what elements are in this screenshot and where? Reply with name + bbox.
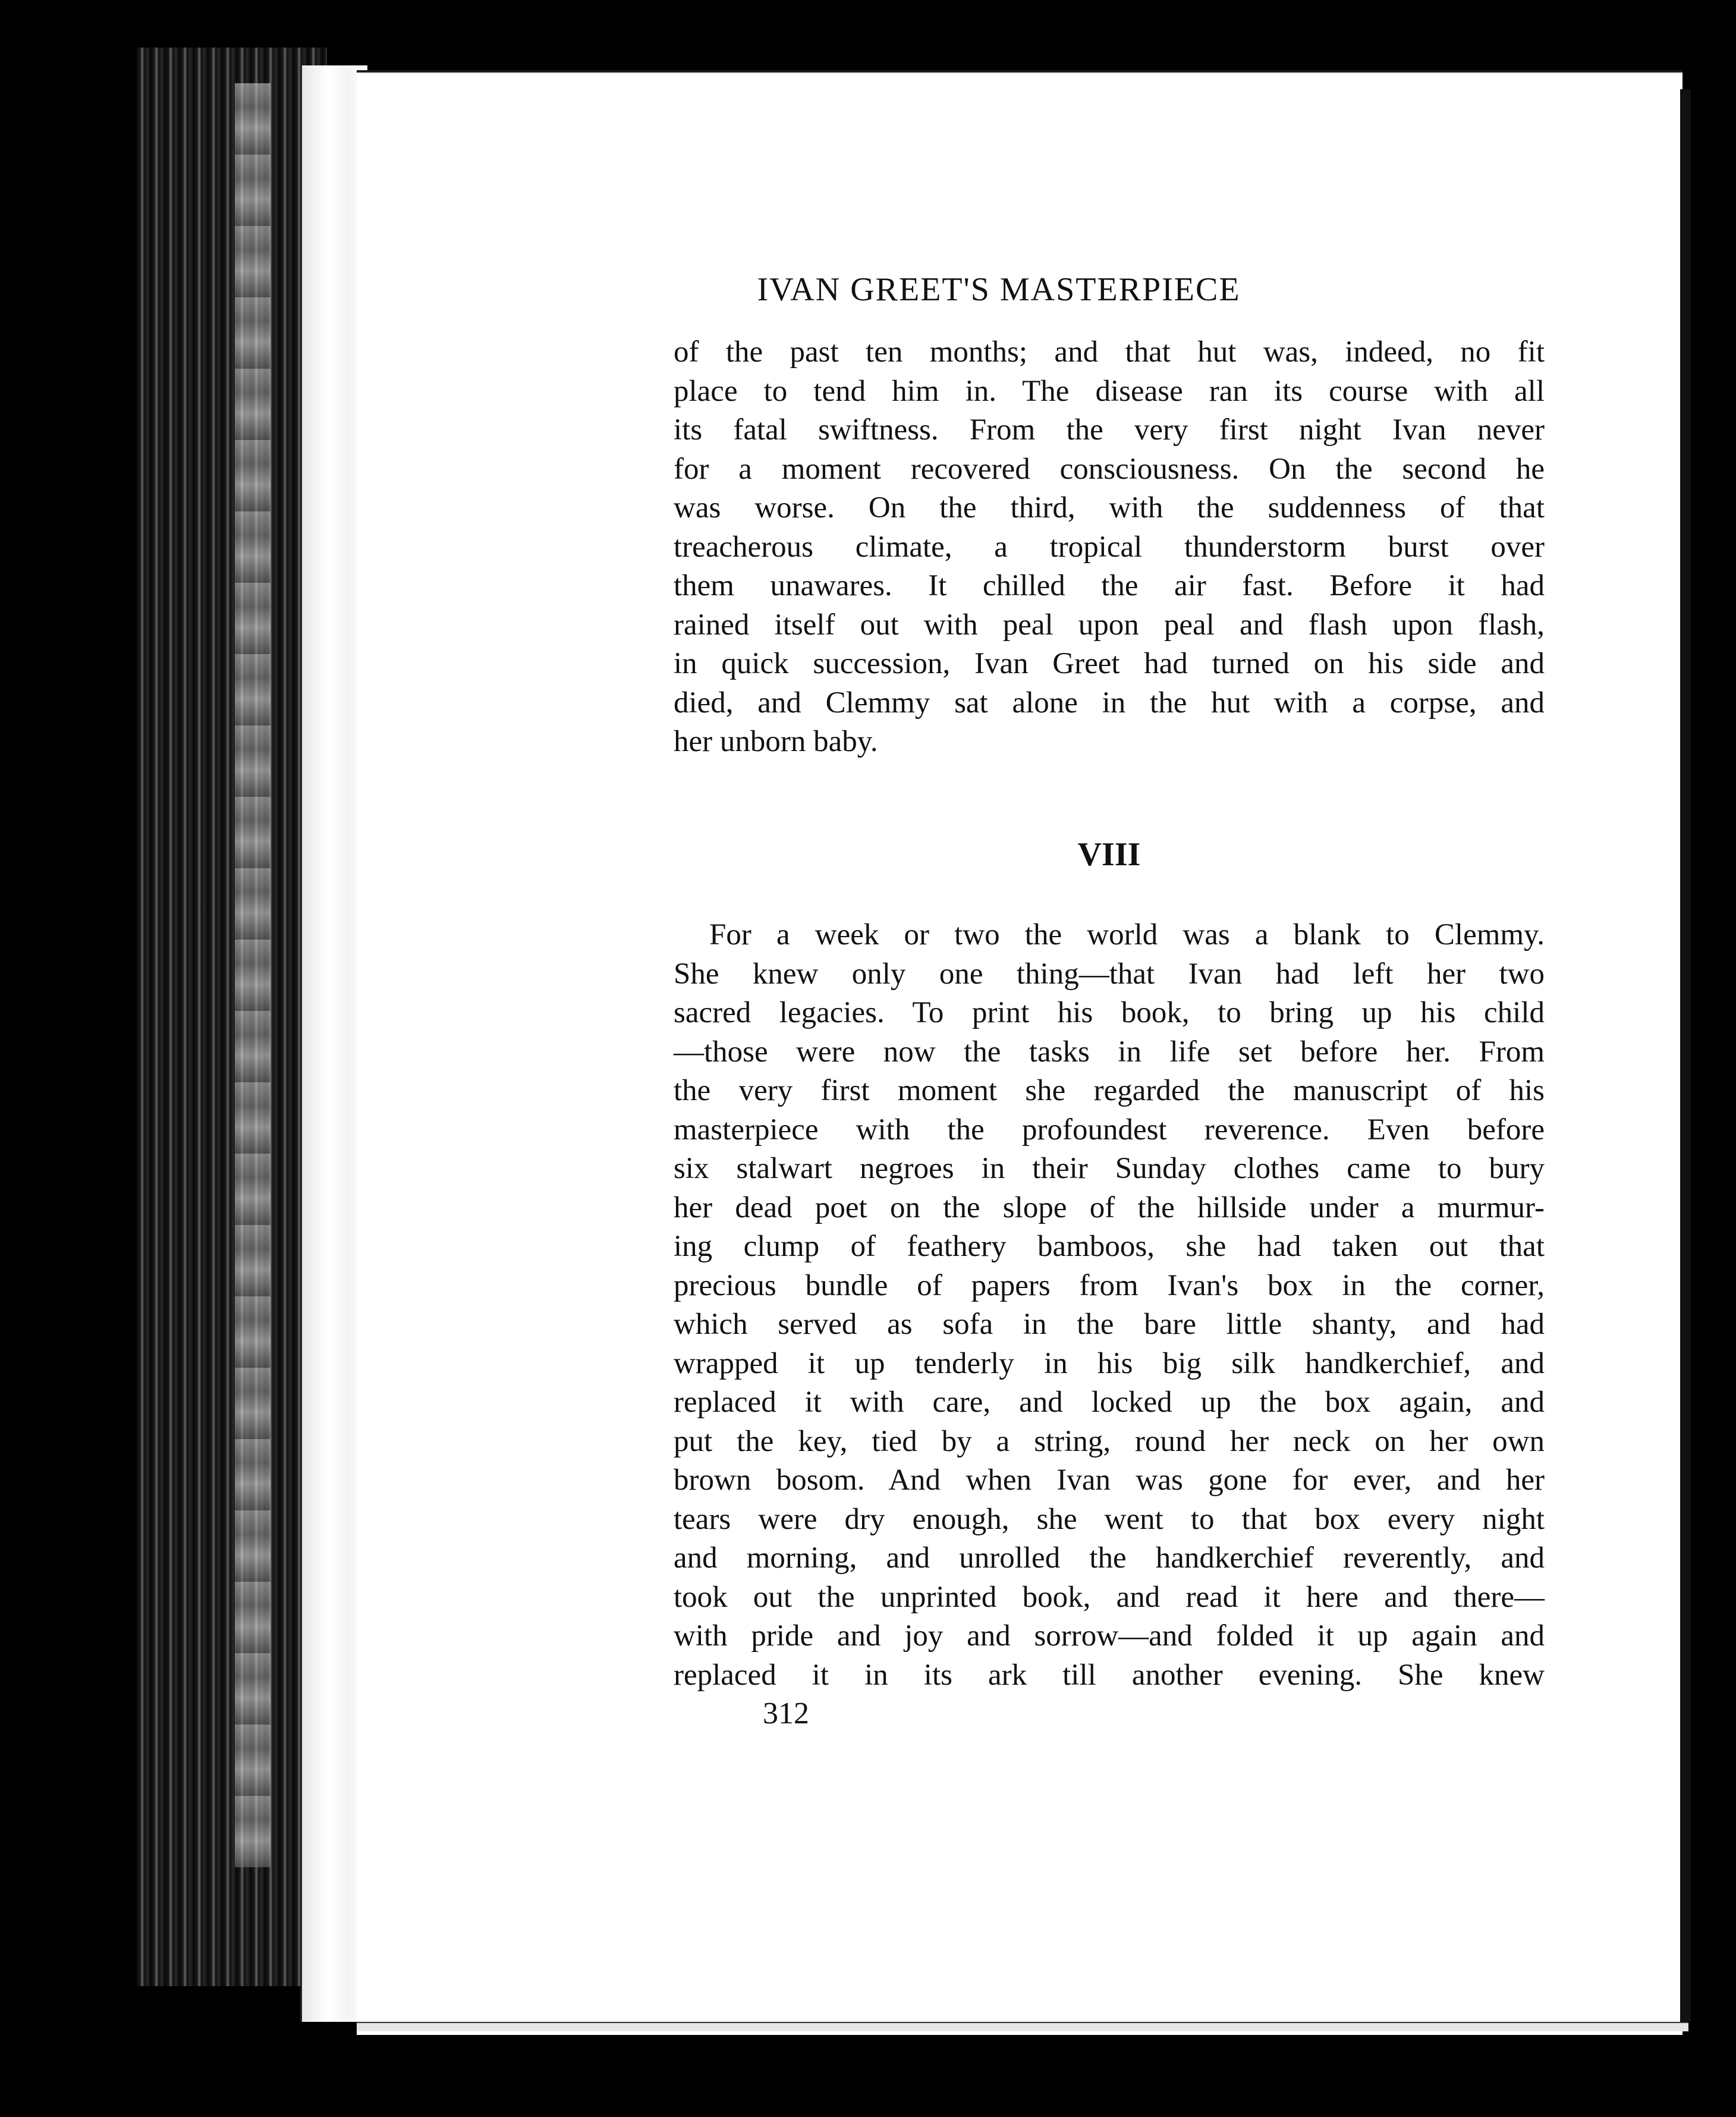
book-page-edges — [137, 48, 327, 1986]
text-line: wrapped it up tenderly in his big silk handkerchief, and — [674, 1346, 1545, 1380]
text-line: six stalwart negroes in their Sunday clothes came to bury — [674, 1152, 1545, 1185]
text-line: them unawares. It chilled the air fast. Before it had — [674, 569, 1545, 602]
text-line: its fatal swiftness. From the very first night Ivan never — [674, 413, 1545, 447]
text-line: brown bosom. And when Ivan was gone for ever, and her — [674, 1463, 1545, 1497]
paragraph-2 — [674, 916, 1545, 1695]
book-page-edges-highlight — [235, 83, 271, 1867]
running-head: IVAN GREET'S MASTERPIECE — [757, 271, 1241, 308]
text-line: of the past ten months; and that hut was, indeed, no fit — [674, 335, 1545, 369]
text-line: her unborn baby. — [674, 725, 878, 758]
text-line: and morning, and unrolled the handkerchief reverently, and — [674, 1541, 1545, 1575]
text-line: ing clump of feathery bamboos, she had taken out that — [674, 1230, 1545, 1263]
page-number: 312 — [763, 1697, 809, 1730]
text-line: with pride and joy and sorrow—and folded it up again and — [674, 1619, 1545, 1653]
text-line: put the key, tied by a string, round her neck on her own — [674, 1424, 1545, 1458]
text-line: treacherous climate, a tropical thunderstorm burst over — [674, 530, 1545, 564]
text-line: the very first moment she regarded the manuscript of his — [674, 1074, 1545, 1107]
text-line: precious bundle of papers from Ivan's box in the corner, — [674, 1268, 1545, 1302]
right-page-edge — [1680, 89, 1691, 2022]
text-line: in quick succession, Ivan Greet had turned on his side and — [674, 647, 1545, 680]
paragraph-1 — [674, 333, 1545, 762]
section-heading: VIII — [1077, 836, 1141, 873]
text-line: For a week or two the world was a blank to Clemmy. — [709, 918, 1545, 951]
text-line: replaced it in its ark till another evening. She knew — [674, 1658, 1545, 1692]
text-line: place to tend him in. The disease ran its course with all — [674, 374, 1545, 408]
text-line: died, and Clemmy sat alone in the hut with a corpse, and — [674, 686, 1545, 720]
text-line: which served as sofa in the bare little shanty, and had — [674, 1308, 1545, 1341]
text-line: —those were now the tasks in life set before her. From — [674, 1035, 1545, 1069]
text-line: took out the unprinted book, and read it here and there— — [674, 1580, 1545, 1614]
text-line: replaced it with care, and locked up the box again, and — [674, 1386, 1545, 1419]
text-line: rained itself out with peal upon peal and flash upon flash, — [674, 608, 1545, 642]
text-line: for a moment recovered consciousness. On the second he — [674, 452, 1545, 486]
text-line: her dead poet on the slope of the hillside under a murmur- — [674, 1191, 1545, 1224]
text-line: sacred legacies. To print his book, to bring up his child — [674, 996, 1545, 1029]
text-line: She knew only one thing—that Ivan had left her two — [674, 957, 1545, 991]
text-line: tears were dry enough, she went to that box every night — [674, 1502, 1545, 1536]
text-line: was worse. On the third, with the suddenness of that — [674, 491, 1545, 524]
text-line: masterpiece with the profoundest reverence. Even before — [674, 1113, 1545, 1147]
bottom-page-edge — [357, 2022, 1688, 2031]
